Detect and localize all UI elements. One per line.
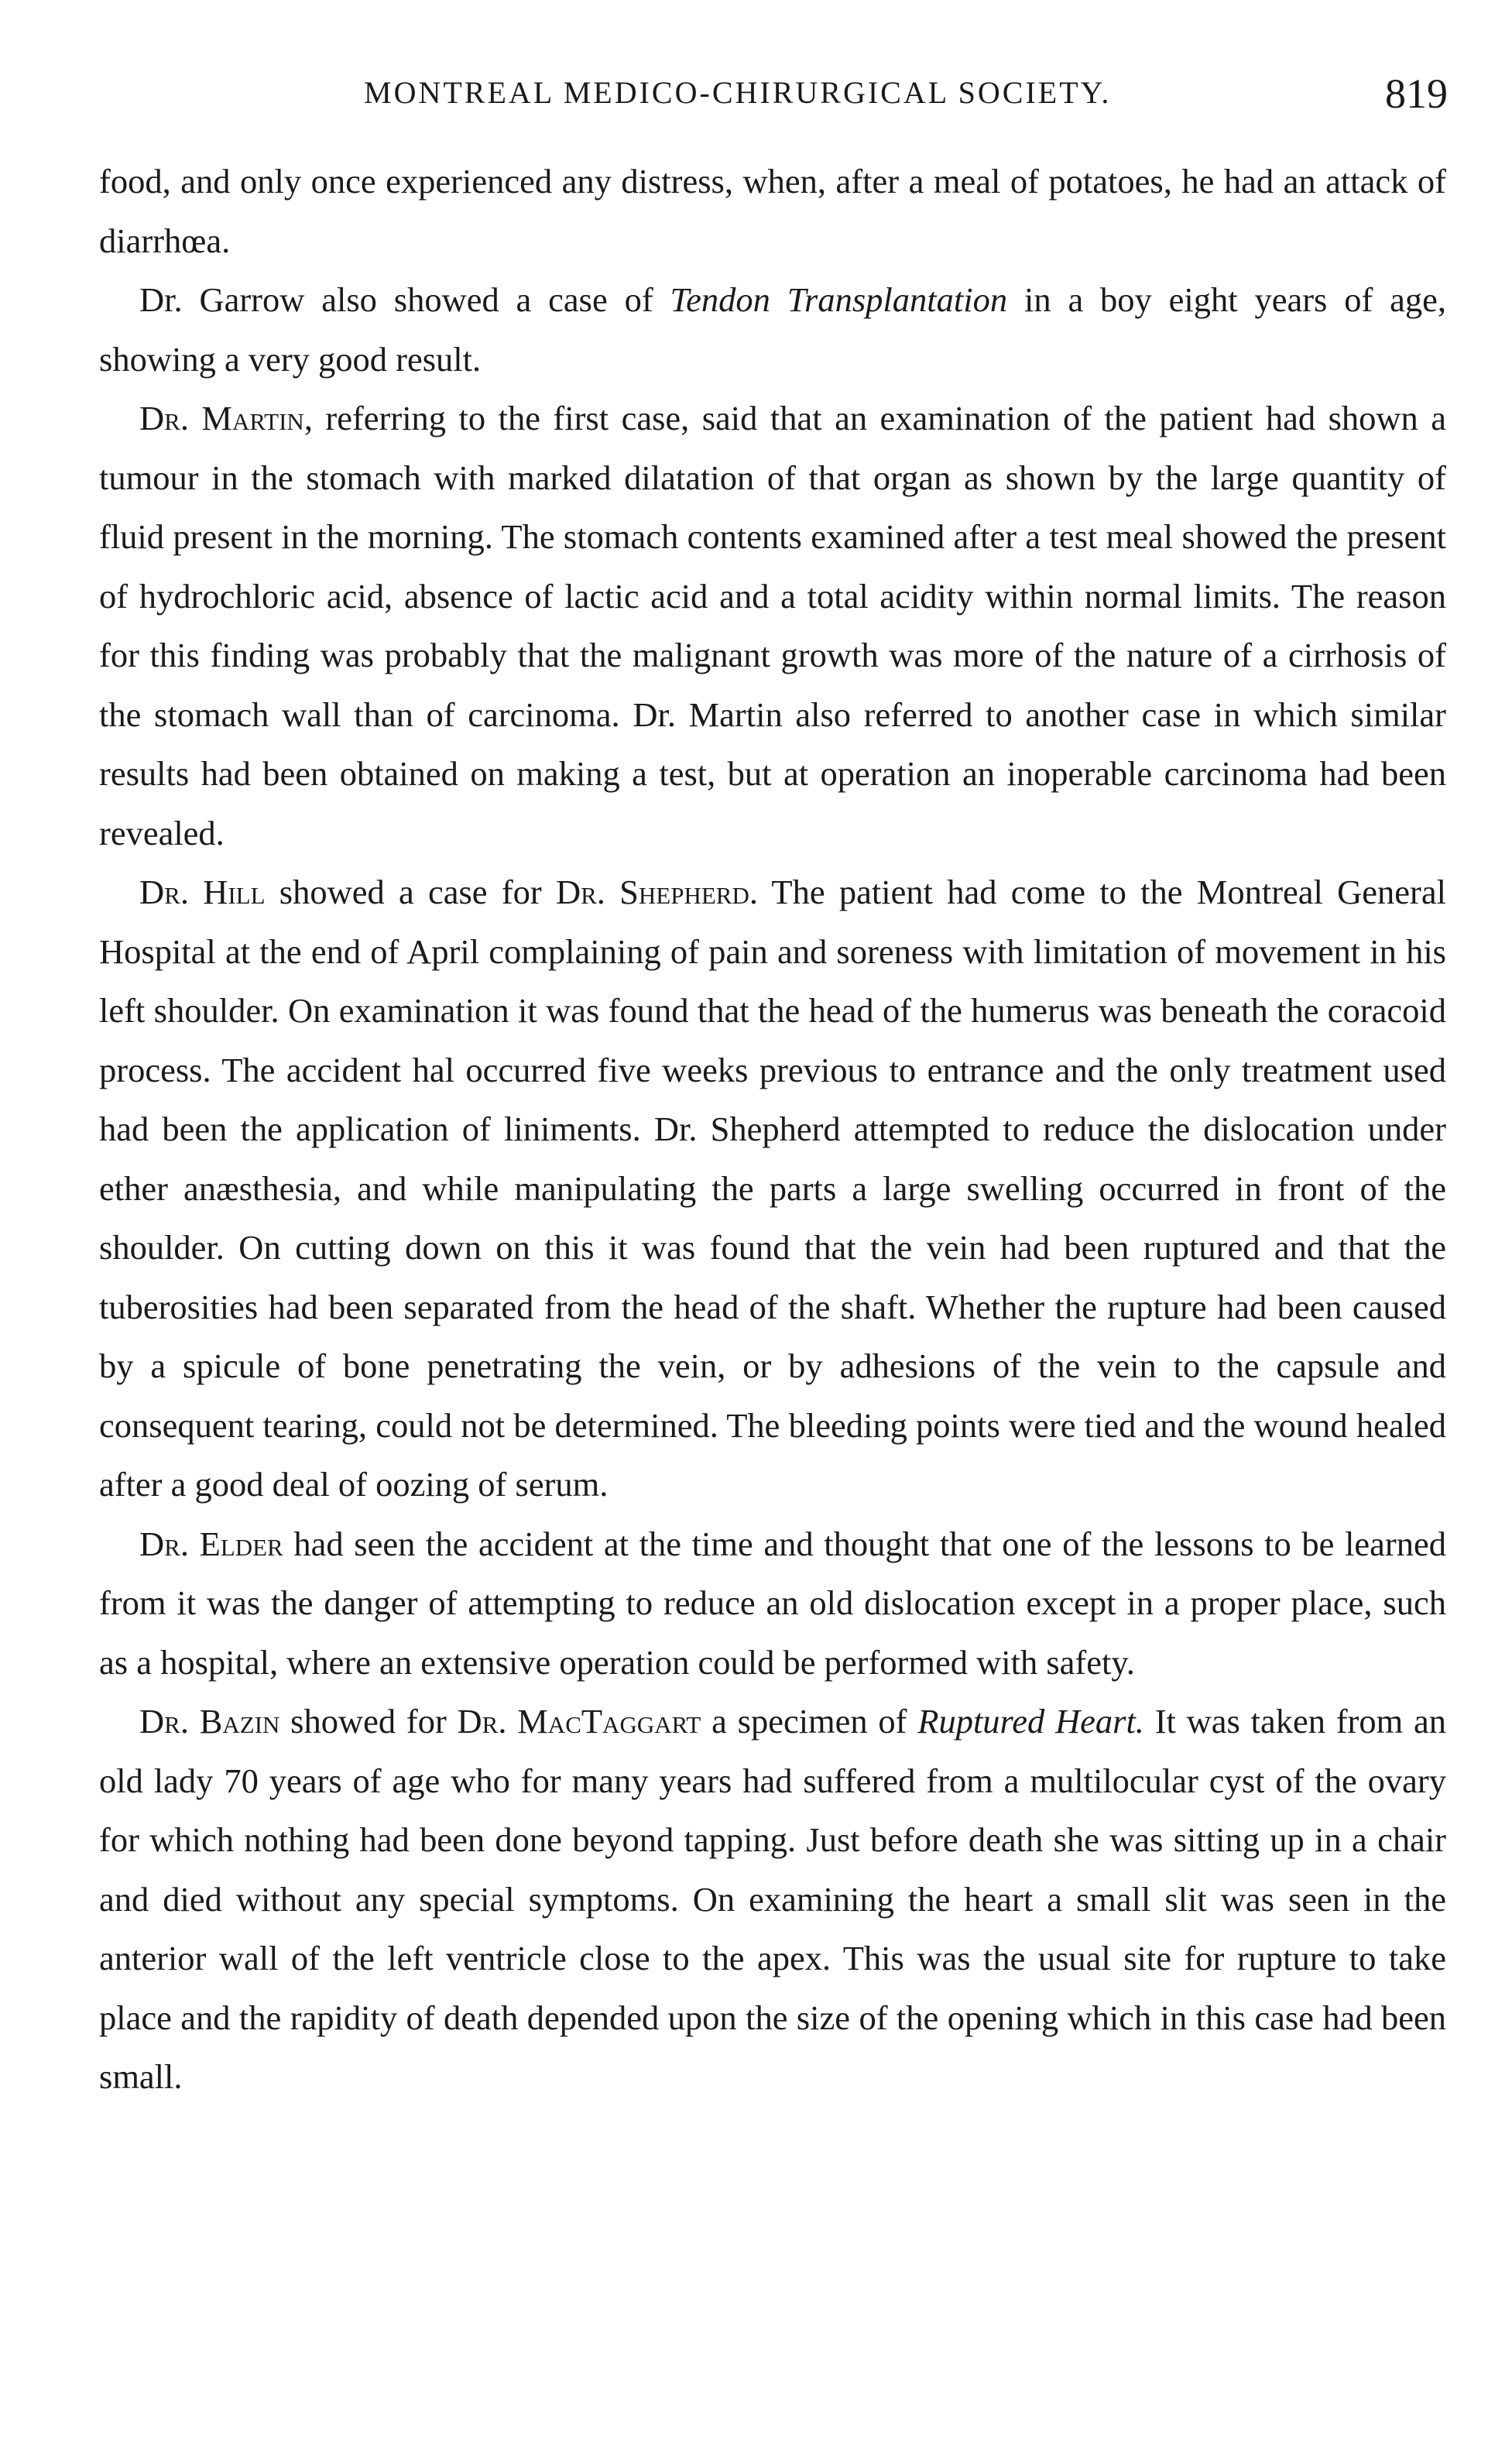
paragraph-2-text-a: Dr. Garrow also showed a case of (139, 280, 670, 319)
paragraph-4-named-doctor: Dr. Shepherd (555, 873, 749, 911)
paragraph-2-italic-term: Tendon Transplantation (670, 280, 1008, 319)
paragraph-1 (99, 152, 1446, 270)
paragraph-1-text: food, and only once experienced any distress, when, after a meal of potatoes, he had an attack of diarrhœa. (99, 162, 1446, 260)
paragraph-6-text-a: showed for (279, 1702, 458, 1741)
paragraph-6-named-doctor: Dr. MacTaggart (457, 1702, 701, 1741)
paragraph-5 (99, 1514, 1446, 1693)
body-text (99, 152, 1446, 2107)
page-number: 819 (1385, 70, 1448, 117)
paragraph-4-speaker: Dr. Hill (139, 873, 266, 911)
paragraph-6 (99, 1692, 1446, 2107)
running-title: MONTREAL MEDICO-CHIRURGICAL SOCIETY. (364, 75, 1112, 110)
paragraph-4 (99, 863, 1446, 1514)
paragraph-2 (99, 270, 1446, 389)
paragraph-4-text-a: showed a case for (265, 873, 556, 911)
paragraph-5-text: had seen the accident at the time and thought that one of the lessons to be learned from it was the danger of attempting to reduce an old dislocation except in a proper place, such as a hospital, where an extensive operation could be performed with safety. (99, 1524, 1447, 1682)
paragraph-6-text-b: a specimen of (701, 1702, 918, 1741)
paragraph-6-text-c: It was taken from an old lady 70 years of age who for many years had suffered from a multilocular cyst of the ovary for which nothing had been done beyond tapping. Just before death she was sitting up in a chair and died without any special symptoms. On examining the heart a small slit was seen in the anterior wall of the left ventricle close to the apex. This was the usual site for rupture to take place and the rapidity of death depended upon the size of the opening which in this case had been small. (99, 1702, 1446, 2096)
paragraph-2-text-b: in a boy eight years of age, showing a very good result. (99, 280, 1446, 379)
paragraph-6-speaker: Dr. Bazin (139, 1702, 280, 1741)
paragraph-4-text-b: . The patient had come to the Montreal General Hospital at the end of April complaining of pain and soreness with limitation of movement in his left shoulder. On examination it was found that the head of the humerus was beneath the coracoid process. The accident hal occurred five weeks previous to entrance and the only treatment used had been the application of liniments. Dr. Shepherd attempted to reduce the dislocation under ether anæsthesia, and while manipulating the parts a large swelling occurred in front of the shoulder. On cutting down on this it was found that the vein had been ruptured and that the tuberosities had been separated from the head of the shaft. Whether the rupture had been caused by a spicule of bone penetrating the vein, or by adhesions of the vein to the capsule and consequent tearing, could not be determined. The bleeding points were tied and the wound healed after a good deal of oozing of serum. (99, 873, 1446, 1504)
paragraph-3 (99, 389, 1446, 863)
paragraph-3-speaker: Dr. Martin (139, 399, 304, 437)
page-header (132, 70, 1448, 129)
paragraph-5-speaker: Dr. Elder (139, 1524, 283, 1563)
paragraph-6-italic-term: Ruptured Heart. (917, 1702, 1144, 1741)
paragraph-3-text: , referring to the first case, said that an examination of the patient had shown a tumour in the stomach with marked dilatation of that organ as shown by the large quantity of fluid present in the morning. The stomach contents examined after a test meal showed the present of hydrochloric acid, absence of lactic acid and a total acidity within normal limits. The reason for this finding was probably that the malignant growth was more of the nature of a cirrhosis of the stomach wall than of carcinoma. Dr. Martin also referred to another case in which similar results had been obtained on making a test, but at operation an inoperable carcinoma had been revealed. (99, 399, 1446, 852)
